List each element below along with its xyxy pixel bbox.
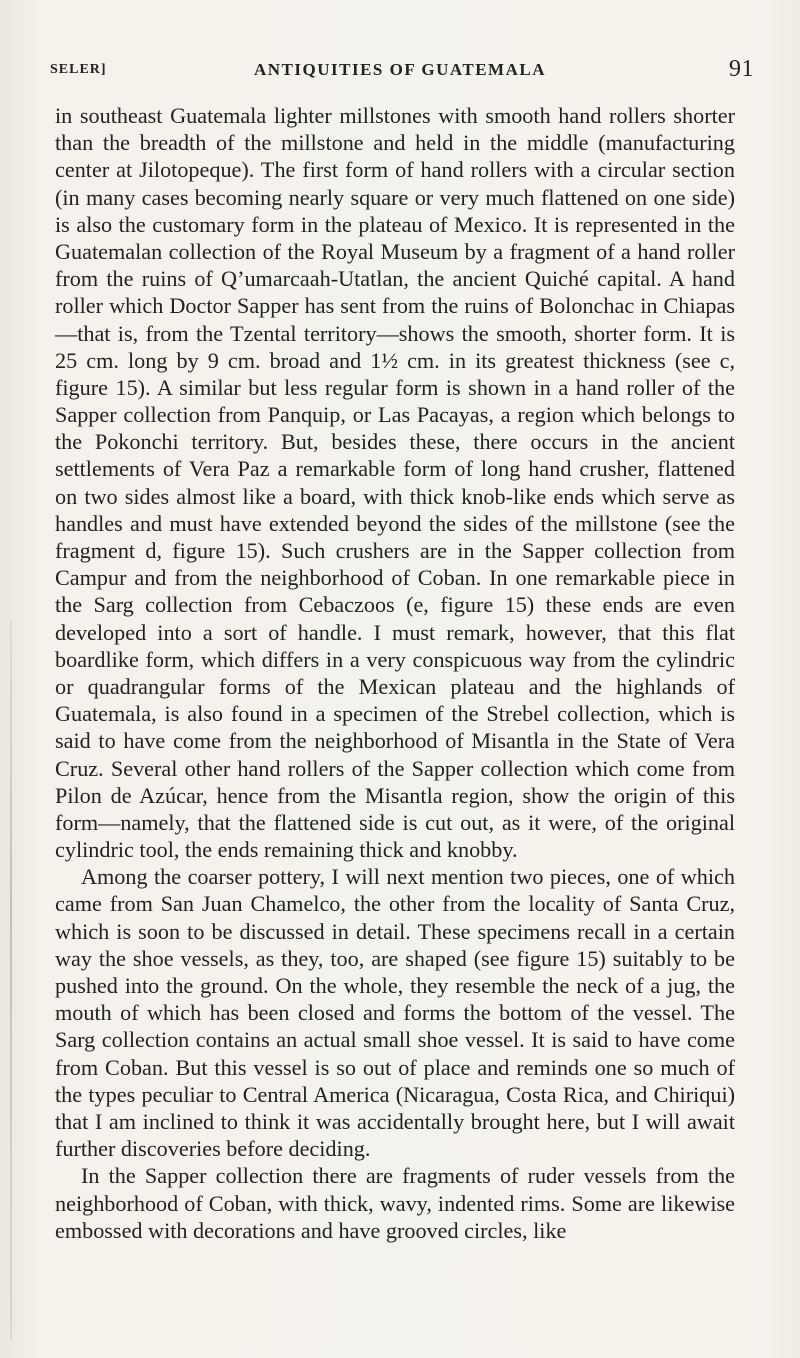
body-text [55, 102, 735, 1244]
running-header [50, 56, 754, 88]
paragraph-3: In the Sapper collection there are fragments of ruder vessels from the neighborhood of Coban, with thick, wavy, indented rims. Some are likewise embossed with decorations and have grooved circles, like [55, 1163, 735, 1243]
binding-shadow [10, 620, 12, 1340]
author-mark: SELER] [50, 62, 107, 77]
running-title: ANTIQUITIES OF GUATEMALA [254, 60, 546, 79]
paragraph-2: Among the coarser pottery, I will next mention two pieces, one of which came from San Juan Chamelco, the other from the locality of Santa Cruz, which is soon to be discussed in detail. These specimens recall in a certain way the shoe vessels, as they, too, are shaped (see figure 15) suitably to be pushed into the ground. On the whole, they resemble the neck of a jug, the mouth of which has been closed and forms the bottom of the vessel. The Sarg collection contains an actual small shoe vessel. It is said to have come from Coban. But this vessel is so out of place and reminds one so much of the types peculiar to Central America (Nicaragua, Costa Rica, and Chiriqui) that I am inclined to think it was accidentally brought here, but I will await further discoveries before deciding. [55, 864, 735, 1162]
paragraph-1: in southeast Guatemala lighter millstones with smooth hand rollers shorter than the breadth of the millstone and held in the middle (manufacturing center at Jilotopeque). The first form of hand rollers with a circular section (in many cases becoming nearly square or very much flattened on one side) is also the customary form in the plateau of Mexico. It is represented in the Guatemalan collection of the Royal Museum by a fragment of a hand roller from the ruins of Q’umarcaah-Utatlan, the ancient Quiché capital. A hand roller which Doctor Sapper has sent from the ruins of Bolonchac in Chiapas—that is, from the Tzental territory—shows the smooth, shorter form. It is 25 cm. long by 9 cm. broad and 1½ cm. in its greatest thickness (see c, figure 15). A similar but less regular form is shown in a hand roller of the Sapper collection from Panquip, or Las Pacayas, a region which belongs to the Pokonchi territory. But, besides these, there occurs in the ancient settlements of Vera Paz a remarkable form of long hand crusher, flattened on two sides almost like a board, with thick knob-like ends which serve as handles and must have extended beyond the sides of the millstone (see the fragment d, figure 15). Such crushers are in the Sapper collection from Campur and from the neighborhood of Coban. In one remarkable piece in the Sarg collection from Cebaczoos (e, figure 15) these ends are even developed into a sort of handle. I must remark, however, that this flat boardlike form, which differs in a very conspicuous way from the cylindric or quadrangular forms of the Mexican plateau and the highlands of Guatemala, is also found in a specimen of the Strebel collection, which is said to have come from the neighborhood of Misantla in the State of Vera Cruz. Several other hand rollers of the Sapper collection which come from Pilon de Azúcar, hence from the Misantla region, show the origin of this form—namely, that the flattened side is cut out, as it were, of the original cylindric tool, the ends remaining thick and knobby. [55, 103, 735, 863]
page-number: 91 [729, 56, 754, 82]
